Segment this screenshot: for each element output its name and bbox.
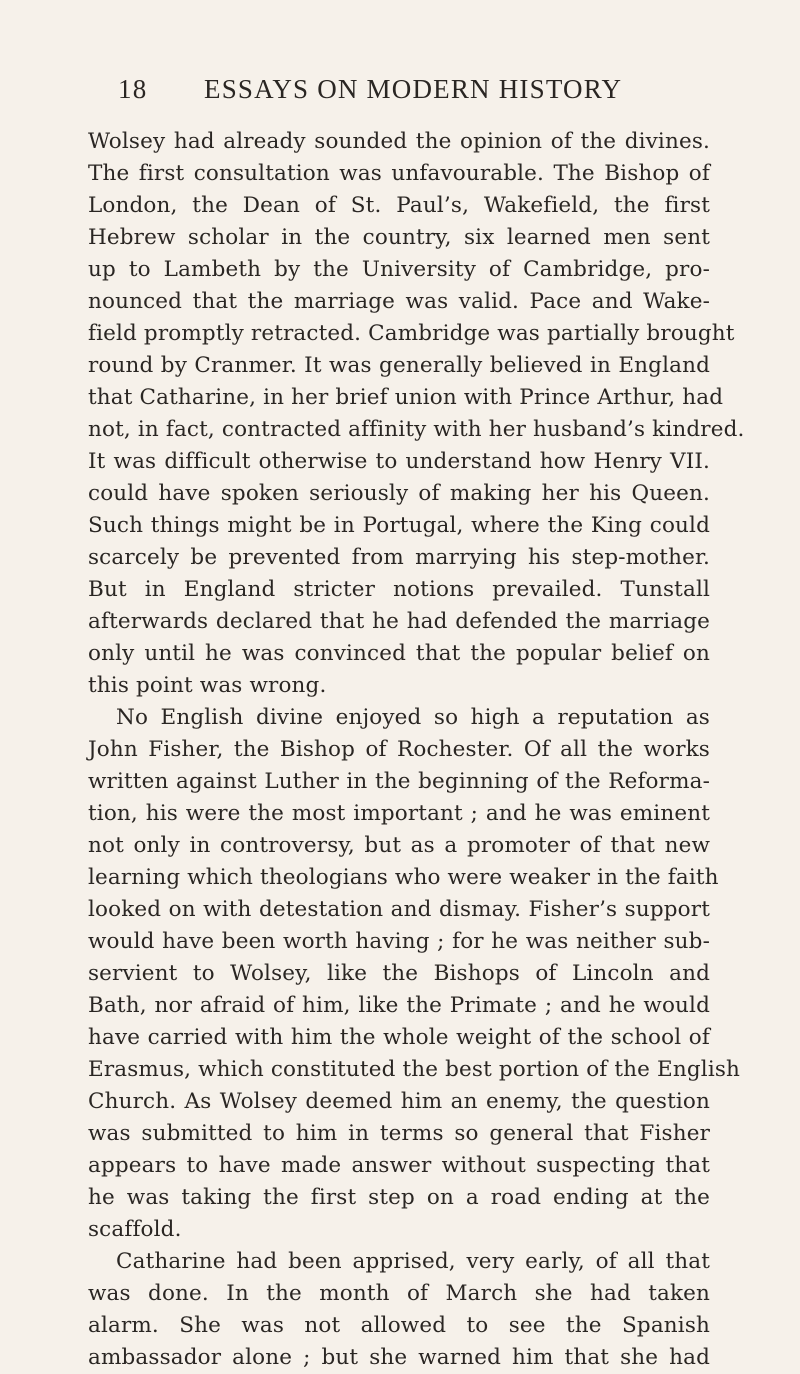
text-line: was submitted to him in terms so general that Fisher <box>88 1121 710 1146</box>
text-line: No English divine enjoyed so high a reputation as <box>116 705 710 730</box>
text-line: round by Cranmer. It was generally believed in England <box>88 353 710 378</box>
text-line: The first consultation was unfavourable. The Bishop of <box>88 161 710 186</box>
text-line: learning which theologians who were weaker in the faith <box>88 865 719 890</box>
paragraph-wolsey-divines <box>88 126 745 702</box>
text-line: could have spoken seriously of making her his Queen. <box>88 481 710 506</box>
text-line: afterwards declared that he had defended the marriage <box>88 609 710 634</box>
text-line: Hebrew scholar in the country, six learned men sent <box>88 225 710 250</box>
paragraph-catharine <box>88 1246 710 1374</box>
text-line: not, in fact, contracted affinity with her husband’s kindred. <box>88 417 745 442</box>
text-line: scarcely be prevented from marrying his step-mother. <box>88 545 710 570</box>
text-line: But in England stricter notions prevailed. Tunstall <box>88 577 710 602</box>
text-line: tion, his were the most important ; and he was eminent <box>88 801 710 826</box>
text-line: London, the Dean of St. Paul’s, Wakefield, the first <box>88 193 710 218</box>
text-line: scaffold. <box>88 1217 182 1242</box>
text-line: Bath, nor afraid of him, like the Primate ; and he would <box>88 993 710 1018</box>
text-line: Erasmus, which constituted the best portion of the English <box>88 1057 741 1082</box>
text-line: up to Lambeth by the University of Cambridge, pro- <box>88 257 710 282</box>
text-line: looked on with detestation and dismay. Fisher’s support <box>88 897 710 922</box>
body-text <box>88 126 745 1374</box>
text-line: John Fisher, the Bishop of Rochester. Of all the works <box>88 737 710 762</box>
text-line: was done. In the month of March she had taken <box>88 1281 710 1306</box>
running-head: ESSAYS ON MODERN HISTORY <box>204 74 623 104</box>
text-line: servient to Wolsey, like the Bishops of Lincoln and <box>88 961 710 986</box>
text-line: would have been worth having ; for he was neither sub- <box>88 929 710 954</box>
text-line: that Catharine, in her brief union with Prince Arthur, had <box>88 385 724 410</box>
text-line: Church. As Wolsey deemed him an enemy, the question <box>88 1089 710 1114</box>
text-line: It was difficult otherwise to understand how Henry VII. <box>88 449 710 474</box>
text-line: field promptly retracted. Cambridge was partially brought <box>88 321 735 346</box>
paragraph-fisher <box>88 702 741 1246</box>
text-line: this point was wrong. <box>88 673 327 698</box>
text-line: Catharine had been apprised, very early, of all that <box>116 1249 710 1274</box>
text-line: Wolsey had already sounded the opinion of the divines. <box>88 129 710 154</box>
page-number: 18 <box>118 74 148 104</box>
text-line: alarm. She was not allowed to see the Spanish <box>88 1313 710 1338</box>
text-line: only until he was convinced that the popular belief on <box>88 641 710 666</box>
text-line: he was taking the first step on a road ending at the <box>88 1185 710 1210</box>
text-line: Such things might be in Portugal, where the King could <box>88 513 710 538</box>
text-line: written against Luther in the beginning of the Reforma- <box>88 769 710 794</box>
text-line: not only in controversy, but as a promoter of that new <box>88 833 710 858</box>
page-header <box>118 74 638 114</box>
text-line: nounced that the marriage was valid. Pace and Wake- <box>88 289 710 314</box>
text-line: ambassador alone ; but she warned him that she had <box>88 1345 710 1370</box>
text-line: appears to have made answer without suspecting that <box>88 1153 710 1178</box>
text-line: have carried with him the whole weight of the school of <box>88 1025 710 1050</box>
